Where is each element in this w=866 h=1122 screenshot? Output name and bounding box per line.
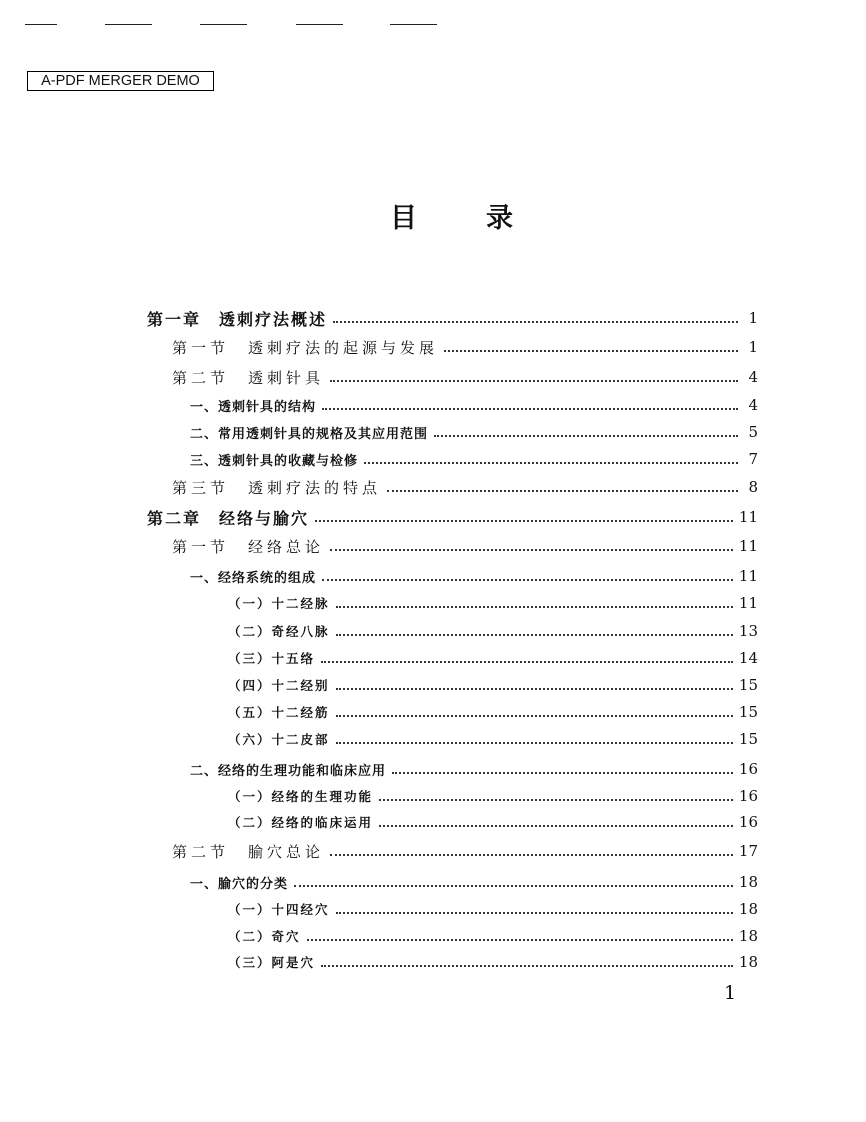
page-number: 1 (724, 982, 737, 1004)
toc-entry-item[interactable] (190, 448, 758, 470)
toc-entry-label: （一）十二经脉 (228, 596, 330, 611)
toc-entry-label: 第二节 腧穴总论 (172, 842, 325, 861)
toc-entry-subitem[interactable] (228, 951, 758, 973)
header-rule (296, 24, 343, 25)
toc-entry-page: 11 (738, 594, 758, 612)
toc-entry-item[interactable] (190, 421, 758, 443)
leader-dots (336, 715, 733, 717)
toc-entry-subitem[interactable] (228, 592, 758, 614)
header-rule (390, 24, 437, 25)
toc-entry-section[interactable] (172, 366, 758, 388)
toc-entry-page: 4 (748, 396, 758, 414)
toc-entry-page: 15 (738, 676, 758, 694)
page-title-char: 录 (486, 203, 513, 234)
toc-entry-page: 17 (738, 842, 758, 860)
toc-entry-label: （二）经络的临床运用 (228, 815, 374, 830)
toc-entry-page: 11 (738, 508, 758, 526)
toc-entry-page: 16 (738, 813, 758, 831)
toc-entry-subitem[interactable] (228, 785, 758, 807)
toc-entry-page: 18 (738, 927, 758, 945)
leader-dots (322, 408, 738, 410)
watermark-label: A-PDF MERGER DEMO (27, 71, 214, 91)
toc-entry-label: （二）奇经八脉 (228, 624, 330, 639)
leader-dots (364, 462, 738, 464)
toc-entry-label: 第一章 透刺疗法概述 (147, 309, 328, 329)
toc-entry-label: （三）十五络 (228, 651, 316, 666)
header-rule (105, 24, 152, 25)
leader-dots (321, 661, 733, 663)
toc-entry-section[interactable] (172, 476, 758, 498)
leader-dots (330, 854, 733, 856)
toc-entry-subitem[interactable] (228, 620, 758, 642)
toc-entry-chapter[interactable] (147, 307, 758, 329)
toc-entry-item[interactable] (190, 565, 758, 587)
leader-dots (336, 688, 733, 690)
toc-entry-subitem[interactable] (228, 728, 758, 750)
leader-dots (307, 939, 733, 941)
header-rule (25, 24, 57, 25)
toc-entry-section[interactable] (172, 535, 758, 557)
toc-entry-label: 第一节 透刺疗法的起源与发展 (172, 338, 439, 357)
leader-dots (330, 380, 738, 382)
toc-entry-item[interactable] (190, 394, 758, 416)
toc-entry-label: 一、腧穴的分类 (190, 876, 289, 892)
toc-entry-page: 11 (738, 537, 758, 555)
toc-entry-page: 18 (738, 873, 758, 891)
toc-entry-label: （一）经络的生理功能 (228, 789, 374, 804)
toc-entry-subitem[interactable] (228, 701, 758, 723)
leader-dots (392, 772, 733, 774)
toc-entry-page: 15 (738, 703, 758, 721)
toc-entry-section[interactable] (172, 840, 758, 862)
toc-entry-page: 18 (738, 900, 758, 918)
leader-dots (387, 490, 738, 492)
toc-entry-label: （六）十二皮部 (228, 732, 330, 747)
toc-entry-page: 8 (748, 478, 758, 496)
toc-entry-chapter[interactable] (147, 506, 758, 528)
toc-entry-label: 二、常用透刺针具的规格及其应用范围 (190, 426, 429, 442)
toc-entry-label: （三）阿是穴 (228, 955, 316, 970)
toc-entry-label: （二）奇穴 (228, 929, 301, 944)
toc-entry-subitem[interactable] (228, 674, 758, 696)
leader-dots (336, 742, 733, 744)
toc-entry-item[interactable] (190, 758, 758, 780)
toc-entry-page: 1 (748, 309, 758, 327)
toc-entry-page: 13 (738, 622, 758, 640)
leader-dots (379, 825, 733, 827)
toc-entry-subitem[interactable] (228, 811, 758, 833)
toc-entry-label: 三、透刺针具的收藏与检修 (190, 453, 359, 469)
toc-entry-page: 1 (748, 338, 758, 356)
leader-dots (434, 435, 738, 437)
toc-entry-page: 11 (738, 567, 758, 585)
toc-entry-item[interactable] (190, 871, 758, 893)
leader-dots (321, 965, 733, 967)
toc-entry-section[interactable] (172, 336, 758, 358)
toc-entry-label: 二、经络的生理功能和临床应用 (190, 763, 387, 779)
leader-dots (336, 606, 733, 608)
toc-entry-page: 4 (748, 368, 758, 386)
toc-entry-page: 18 (738, 953, 758, 971)
leader-dots (336, 634, 733, 636)
toc-entry-subitem[interactable] (228, 898, 758, 920)
toc-entry-page: 7 (748, 450, 758, 468)
toc-entry-page: 16 (738, 760, 758, 778)
toc-entry-label: （一）十四经穴 (228, 902, 330, 917)
leader-dots (315, 520, 733, 522)
toc-entry-label: （五）十二经筋 (228, 705, 330, 720)
toc-entry-label: 第二章 经络与腧穴 (147, 508, 310, 528)
toc-entry-label: （四）十二经别 (228, 678, 330, 693)
toc-entry-label: 一、经络系统的组成 (190, 570, 317, 586)
toc-entry-subitem[interactable] (228, 925, 758, 947)
leader-dots (322, 579, 733, 581)
toc-entry-subitem[interactable] (228, 647, 758, 669)
leader-dots (336, 912, 733, 914)
toc-entry-page: 5 (748, 423, 758, 441)
leader-dots (444, 350, 738, 352)
toc-entry-label: 第三节 透刺疗法的特点 (172, 478, 382, 497)
toc-entry-label: 第一节 经络总论 (172, 537, 325, 556)
leader-dots (379, 799, 733, 801)
toc-entry-page: 14 (738, 649, 758, 667)
toc-entry-label: 一、透刺针具的结构 (190, 399, 317, 415)
leader-dots (294, 885, 733, 887)
leader-dots (330, 549, 733, 551)
toc-entry-page: 15 (738, 730, 758, 748)
page-title-char: 目 (390, 203, 417, 234)
toc-entry-page: 16 (738, 787, 758, 805)
toc-entry-label: 第二节 透刺针具 (172, 368, 325, 387)
header-rule (200, 24, 247, 25)
leader-dots (333, 321, 738, 323)
